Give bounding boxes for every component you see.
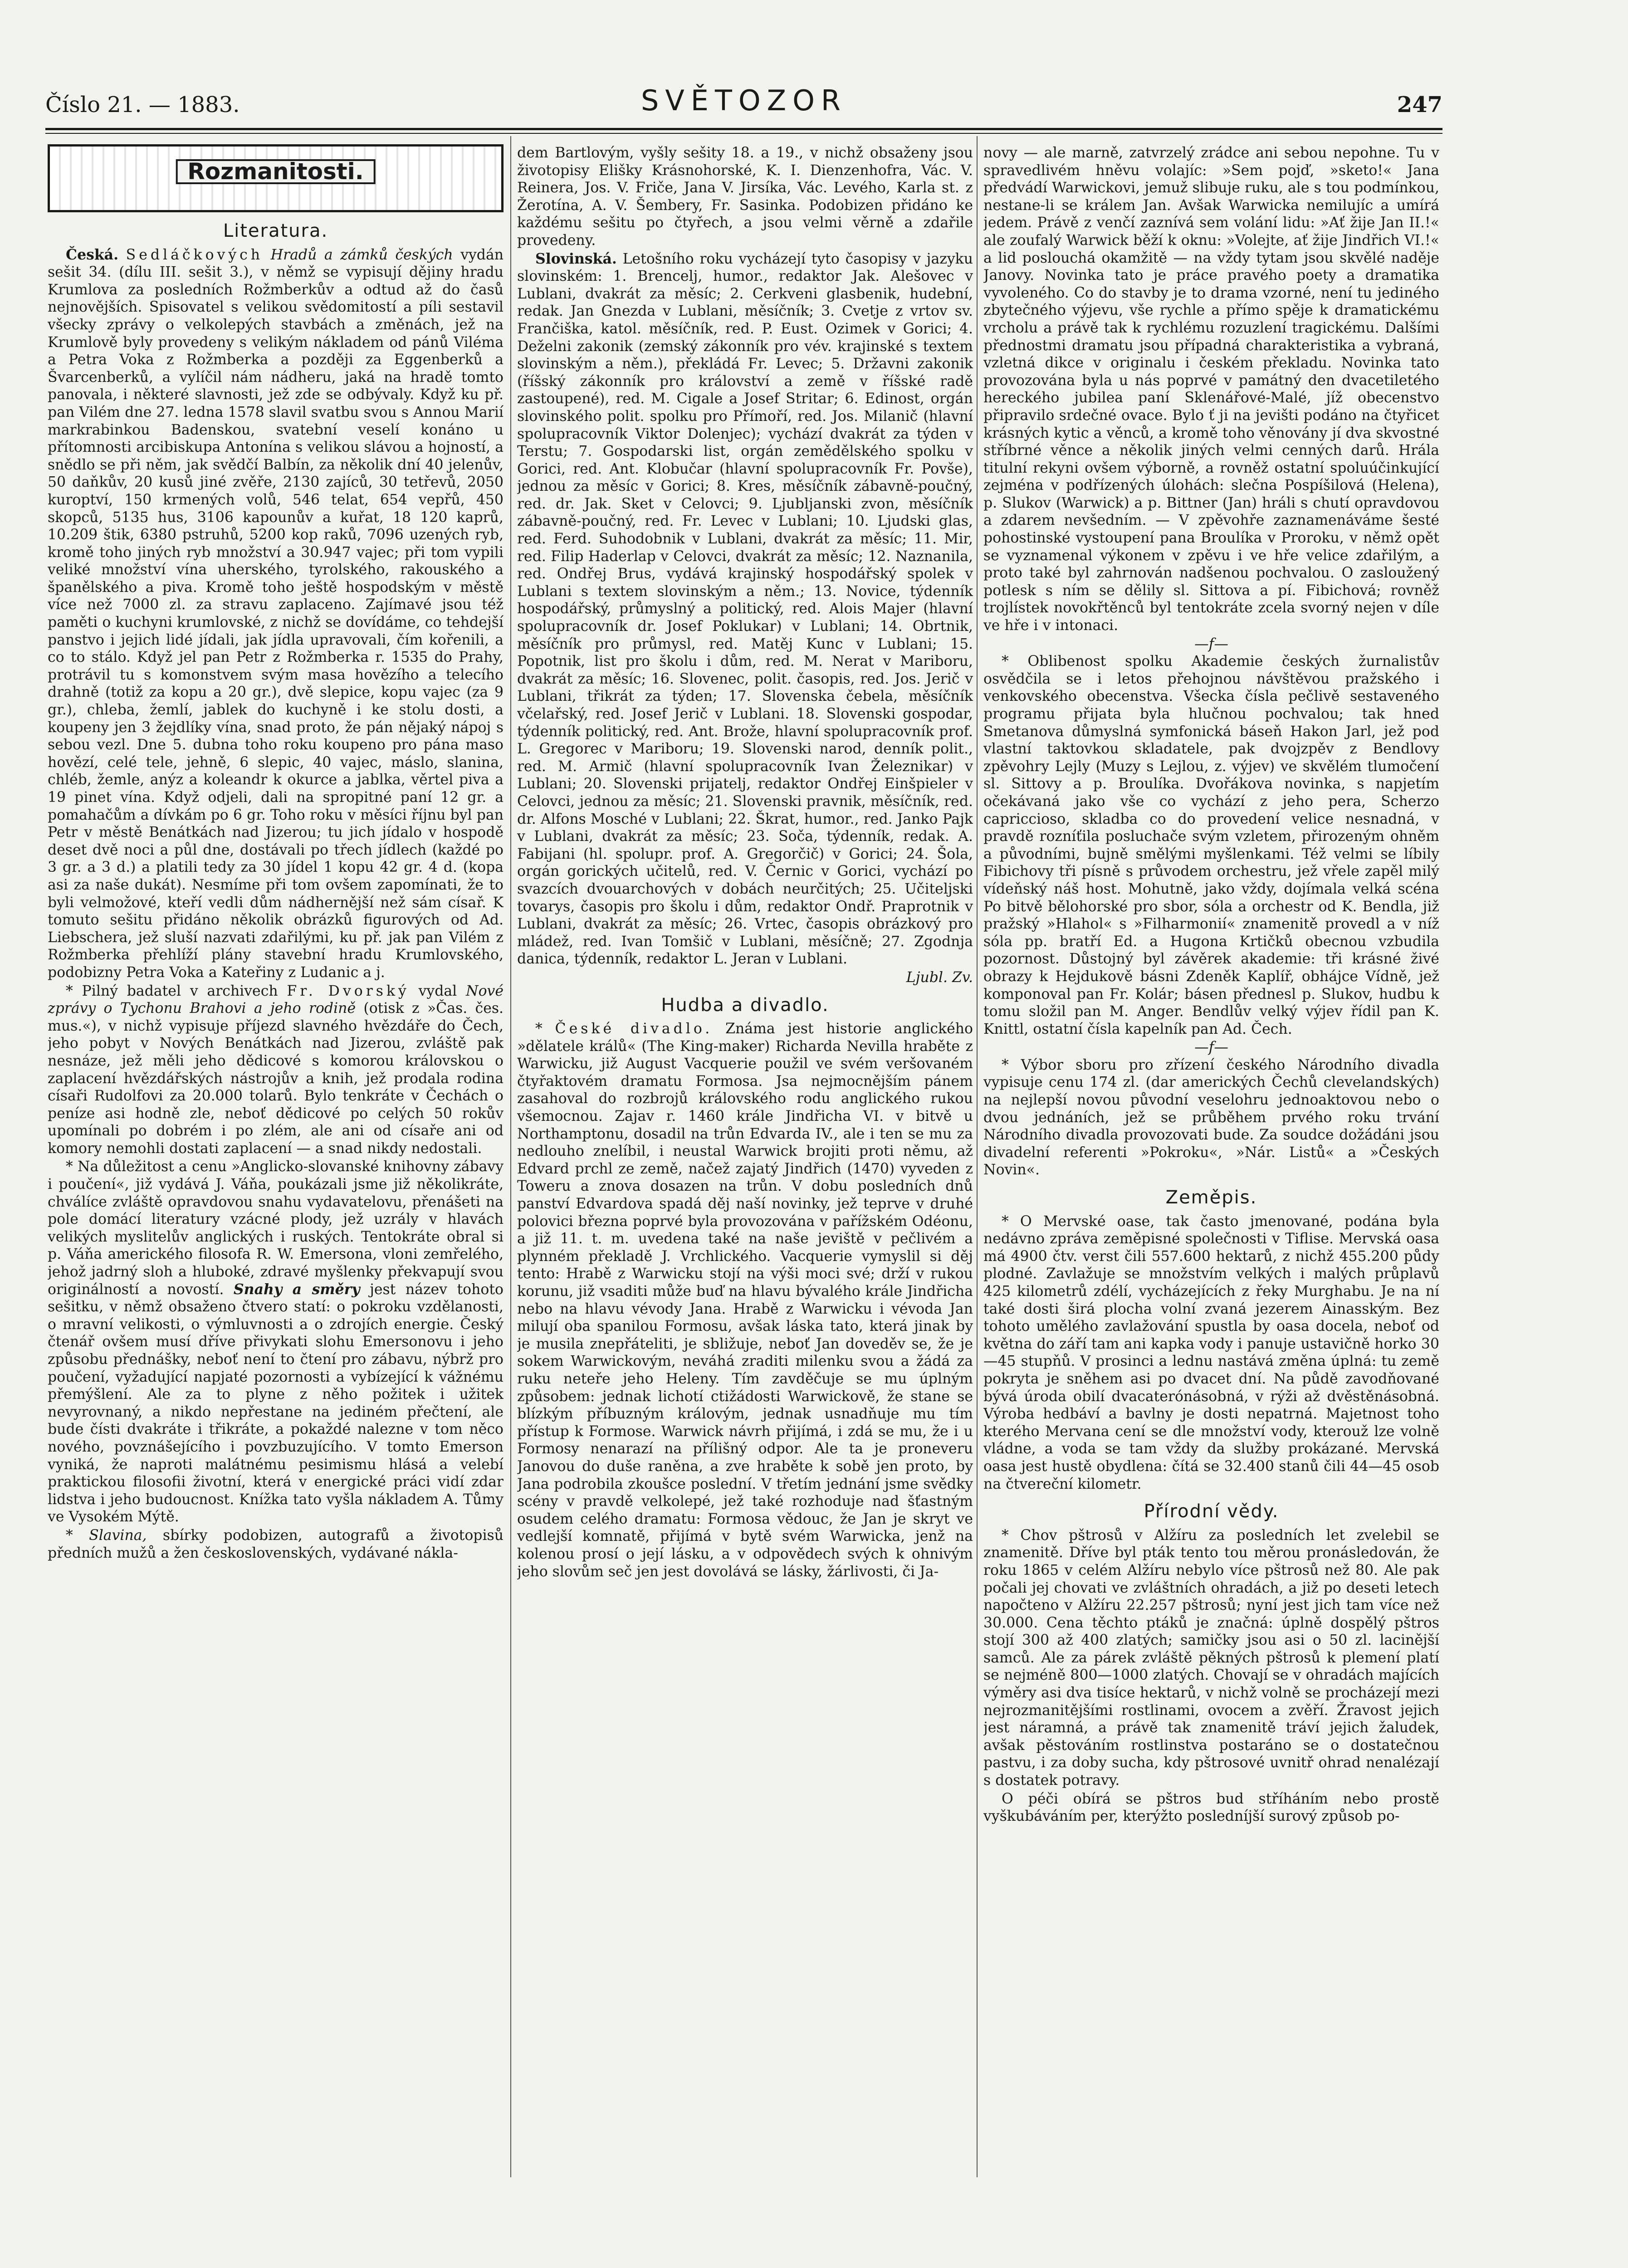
text-fragment: * Pilný badatel v archivech [66, 982, 278, 999]
text-fragment: * [66, 1527, 73, 1544]
heading-prirodni: Přírodní vědy. [1144, 1501, 1279, 1522]
text-fragment: * [535, 1021, 543, 1037]
article-text: (otisk z »Čas. čes. mus.«), v nichž vypisuje příjezd slavného hvězdáře do Čech, jeho pobyt v Nových Benátkách nad Jizerou, zvláště pak nesnáze, jež měli jeho dědicové s komorou královskou o zaplacení hvězdářských nástrojův a knih, jež prodala rodina císaři Rudolfovi za 20.000 tolarů. Bylo tenkráte v Čechách o peníze asi hodně zle, neboť dědicové po celých 50 rokův upomínali po dobrém i po zlém, ale ani od císaře ani od komory nemohli dostati zaplacení — a snad nikdy nedostali. [48, 1000, 504, 1157]
article-slavina-cont: dem Bartlovým, vyšly sešity 18. a 19., v nichž obsaženy jsou životopisy Elišky Krásnohorské, K. I. Dienzenhofra, Vác. V. Reinera, Jos. V. Friče, Jana V. Jirsíka, Vác. Levého, Karla st. z Žerotína, A. V. Šembery, Fr. Sasinka. Podobizen přidáno ke každému sešitu po čtyřech, a jsou velmi věrně a zdařile provedeny. [517, 145, 973, 249]
article-text: sbírky podobizen, autografů a životopisů předních mužů a žen československých, vydávané nákla- [48, 1527, 504, 1561]
article-text: Letošního roku vycházejí tyto časopisy v jazyku slovinském: 1. Brencelj, humor., redaktor Jak. Alešovec v Lublani, dvakrát za měsíc; 2. Cerkveni glasbenik, hudební, redak. Jan Gnezda v Lublani, měsíčník; 3. Cvetje z vrtov sv. Frančiška, katol. měsíčník, red. P. Eust. Ozimek v Gorici; 4. Deželni zakonik (zemský zákonník pro vév. krajinské s textem slovinským a něm.), překládá Fr. Levec; 5. Državni zakonik (říšský zákonník pro království a země v říšské radě zastoupené), red. M. Cigale a Josef Stritar; 6. Edinost, orgán slovinského polit. spolku pro Přímoří, red. Jos. Milanič (hlavní spolupracovník Viktor Dolenjec); vychází dvakrát za týden v Terstu; 7. Gospodarski list, orgán zemědělského spolku v Gorici, red. Ant. Klobučar (hlavní spolupracovník Fr. Povše), jednou za měsíc v Gorici; 8. Kres, měsíčník zábavně-poučný, red. dr. Jak. Sket v Celovci; 9. Ljubljanski zvon, měsíčník zábavně-poučný, red. Fr. Levec v Lublani; 10. Ljudski glas, red. Ferd. Suhodobnik v Lublani, dvakrát za měsíc; 11. Mir, red. Filip Haderlap v Celovci, dvakrát za měsíc; 12. Naznanila, red. Ondřej Brus, vydává krajinský hospodářský spolek v Lublani s textem slovinským a něm.; 13. Novice, týdenník hospodářský, průmyslný a politický, red. Alois Majer (hlavní spolupracovník dr. Josef Poklukar) v Lublani; 14. Obrtnik, měsíčník pro průmysl, red. Matěj Kunc v Lublani; 15. Popotnik, list pro školu i dům, red. M. Nerat v Mariboru, dvakrát za měsíc; 16. Slovenec, polit. časopis, red. Jos. Jerič v Lublani, třikrát za týden; 17. Slovenska čebela, měsíčník včelařský, red. Josef Jerič v Lublani. 18. Slovenski gospodar, týdenník politický, red. Ant. Brože, hlavní spolupracovník prof. L. Gregorec v Mariboru; 19. Slovenski narod, denník polit., red. M. Armič (hlavní spolupracovník Ivan Železnikar) v Lublani; 20. Slovenski prijatelj, redaktor Ondřej Einšpieler v Celovci, jednou za měsíc; 21. Slovenski pravnik, měsíčník, red. dr. Alfons Mosché v Lublani; 22. Škrat, humor., red. Janko Pajk v Lublani, dvakrát za měsíc; 23. Soča, týdenník, redak. A. Fabijani (hl. spolupr. prof. A. Gregorčič) v Gorici; 24. Šola, orgán gorických učitelů, red. V. Černic v Gorici, vychází po svazcích dvouarchových v dobách neurčitých; 25. Učiteljski tovarys, časopis pro školu i dům, redaktor Ondř. Praprotnik v Lublani, dvakrát za měsíc; 26. Vrtec, časopis obrázkový pro mládež, red. Ivan Tomšič v Lublani, měsíčně; 27. Zgodnja danica, týdenník, redaktor L. Jeran v Lublani. [517, 250, 973, 968]
article-text: * Na důležitost a cenu »Anglicko-slovanské knihovny zábavy i poučení«, již vydává J. Váňa, poukázali jsme již několikráte, chválíce zvláště opravdovou snahu vydavatelovu, přenášeti na pole domácí literatury vzácné plody, jež uzrály v hlavách velikých myslitelův anglických i ruských. Tentokráte obral si p. Váňa amerického filosofa R. W. Emersona, vloni zemřelého, jehož jadrný sloh a hluboké, zdravé myšlenky překvapují svou originálností a novostí. [48, 1158, 504, 1298]
heading-zemepis: Zeměpis. [1165, 1187, 1257, 1208]
article-slavina [48, 1527, 504, 1562]
book-title: Nové zprávy o Tychonu Brahovi a jeho rodině [48, 982, 504, 1017]
section-banner [48, 144, 504, 212]
column-3 [983, 144, 1439, 2176]
article-pstrosi-2: O péči obírá se pštros bud stříháním nebo prostě vyškubáváním per, kterýžto posledníjší surový způsob po- [983, 1790, 1439, 1825]
signature: Ljubl. Zv. [906, 969, 973, 986]
book-title: Hradů a zámků českých [270, 246, 453, 263]
article-text: vydán sešit 34. (dílu III. sešit 3.), v němž se vypisují dějiny hradu Krumlova za posledních Rožmberkův a odtud až do časů nejnovějších. Spisovatel s velikou svědomitostí a píli sestavil všecky zprávy o velkolepých stavbách a změnách, jež na Krumlově byly provedeny s velikým nákladem od pánů Viléma a Petra Voka z Rožmberka a později za Eggenberků a Švarcenberků, a vylíčil nám nádheru, jaká na hradě tomto panovala, i některé slavnosti, jež zde se odbývaly. Když ku př. pan Vilém dne 27. ledna 1578 slavil svatbu svou s Annou Marií markrabinkou Badenskou, svatební veselí konáno u přítomnosti arcibiskupa Antonína s velikou slávou a hojností, a snědlo se při něm, jak svědčí Balbín, za několik dní 40 jelenův, 50 daňkův, 20 kusů jiné zvěře, 2130 zajíců, 30 tetřevů, 2050 kuroptví, 150 krmených volů, 546 telat, 654 vepřů, 450 skopců, 5135 hus, 3106 kapounův a kuřat, 18 120 kaprů, 10.209 štik, 6380 pstruhů, 5200 kop raků, 7096 uzených ryb, kromě toho jiných ryb množství a 30.947 vajec; při tom vypili veliké množství vína uherského, tyrolského, rakouského a španělského a piva. Kromě toho ještě hospodským v městě více než 7000 zl. za stravu zaplaceno. Zajímavé jsou též paměti o kuchyni krumlovské, z nichž se dovídáme, co tehdejší panstvo i jejich lidé jídali, jak jídla upravovali, čím kořenili, a co to stálo. Když jel pan Petr z Rožmberka r. 1535 do Prahy, protrávil tu s komonstvem svým masa hovězího a telecího drahně (totiž za kopu a 20 gr.), dvě slepice, kopu vajec (za 9 gr.), chleba, žemlí, jablek do kuchyně i ke stolu dosti, a koupeny jen 3 žejdlíky vína, snad proto, že pán nějaký nápoj s sebou vezl. Dne 5. dubna toho roku koupeno pro pána maso hovězí, celé tele, jehně, 6 slepic, 40 vajec, máslo, slanina, chléb, žemle, anýz a koleandr k okurce a jablka, věrtel piva a 19 pinet vína. Když odjeli, dali na spropitné paní 12 gr. a pomahačům a dívkám po 6 gr. Toho roku v měsíci říjnu byl pan Petr v městě Benátkách nad Jizerou; tu jich jídalo v hospodě deset dvě noci a půl dne, dostávali po třech jídlech (každé po 3 gr. a 3 d.) a platili tedy za 30 jídel 1 kopu 42 gr. 4 d. (kopa asi za naše dukát). Nesmíme při tom ovšem zapomínati, že to byli velmožové, kteří vedli dům nádhernější než sám císař. K tomuto sešitu přidáno několik obrázků figurových od Ad. Liebschera, jež sluší nazvati zdařilými, ku př. jak pan Vilém z Rožmberka přehlíží plány stavební hradu Krumlovského, podobizny Petra Voka a Kateřiny z Ludanic a j. [48, 246, 504, 981]
article-pstrosi: * Chov pštrosů v Alžíru za posledních let zvelebil se znamenitě. Dříve byl pták tento tou měrou pronásledován, že roku 1865 v celém Alžíru nebylo více pštrosů než 80. Ale pak počali jej chovati ve zvláštních ohradách, a již po deseti letech napočteno v Alžíru 22.257 pštrosů; nyní jest jich tam více než 30.000. Cena těchto ptáků je značná: úplně dospělý pštros stojí 300 až 400 zlatých; samičky jsou asi o 50 zl. lacinější samců. Ale za párek zvláště pěkných pštrosů k plemení platí se nejméně 800—1000 zlatých. Chovají se v ohradách majících výměry asi dva tisíce hektarů, v nichž volně se procházejí mezi nejrozmanitějšími rostlinami, ovocem a zvěří. Žravost jejich jest náramná, a právě tak znamenitě tráví jejich žaludek, avšak pěstováním rostlinstva postaráno se o dostatečnou pastvu, i za doby sucha, kdy pštrosové uvnitř ohrad nenalézají s dostatek potravy. [983, 1527, 1439, 1789]
article-text: Známa jest historie anglického »dělatele králů« (The King-maker) Richarda Nevilla hraběte z Warwicku, již August Vacquerie použil ve svém veršovaném čtyřaktovém dramatu Formosa. Jsa nejmocnějším pánem zasahoval do rozbrojů královského rodu anglického rukou všemocnou. Zajav r. 1460 krále Jindřicha VI. v bitvě u Northamptonu, dosadil na trůn Edvarda IV., ale i ten se mu za nedlouho znelíbil, i neustal Warwick brojiti proti němu, až Edvard prchl ze země, načež zajatý Jindřich (1470) vyveden z Toweru a znova dosazen na trůn. V dobu posledních dnů panství Edvardova spadá děj naší novinky, jež teprve v druhé polovici března poprvé byla provozována v pařížském Odéonu, a již 11. t. m. uvedena také na naše jeviště v pečlivém a plynném překladě J. Vrchlického. Vacquerie vymyslil si děj tento: Hrabě z Warwicku stojí na výši moci své; drží v rukou korunu, již vsaditi může buď na hlavu bývalého krále Jindřicha nebo na hlavu vévody Jana. Hrabě z Warwicku i vévoda Jan milují oba spanilou Formosu, avšak láska tato, která jinak by je musila znepřáteliti, je sbližuje, neboť Jan doveděv se, že je sokem Warwickovým, neváhá zraditi milenku svou a žádá za ruku neteře jeho Heleny. Tím zavděčuje se mu úplným způsobem: jednak lichotí ctižádosti Warwickově, že stane se blízkým příbuzným královým, jednak usnadňuje mu tím přístup k Formose. Warwick návrh přijímá, i zdá se mu, že i u Formosy nenarazí na přílišný odpor. Ale ta je proneveru Janovou do duše raněna, a zve hraběte k sobě jen proto, by Jana podrobila zkoušce poslední. V třetím jednání jsme svědky scény v pravdě velkolepé, jež také rozhoduje nad šťastným osudem celého dramatu: Formosa vědouc, že Jan je skryt ve vedlejší komnatě, přijímá v bytě svém Warwicka, jenž na kolenou prosí o její lásku, a v odpovědech svých k ohnivým jeho slovům seč jen jest dovolává se lásky, žárlivosti, či Ja- [517, 1021, 973, 1580]
article-akademie: * Oblibenost spolku Akademie českých žurnalistův osvědčila se i letos přehojnou návštěvou pražského i venkovského obecenstva. Všecka čísla pečlivě sestaveného programu přijata byla hlučnou pochvalou; tak hned Smetanova důmyslná symfonická báseň Hakon Jarl, jež pod vlastní taktovkou skladatele, pak dvojzpěv z Bendlovy zpěvohry Lejly (Muzy s Lejlou, z. výjev) ve skvělém tlumočení sl. Sittovy a p. Broulíka. Dvořákova novinka, s napjetím očekávaná jako vše co vychází z jeho pera, Scherzo capriccioso, skladba co do provedení velice nesnadná, v pravdě rozníťila posluchače svým vzletem, přirozeným ohněm a původními, bujně smělými myšlenkami. Též velmi se líbily Fibichovy tři písně s průvodem orchestru, jež vřele zapěl milý vídeňský náš host. Mohutně, jako vždy, dojímala velká scéna Po bitvě bělohorské pro sbor, sóla a orchestr od K. Bendla, již pražský »Hlahol« s »Filharmonií« znamenitě provedl a v níž sóla pp. bratří Ed. a Hugona Krtičků obecnou vzbudila pozornost. Důstojný byl závěrek akademie: tři krásné živé obrazy k Hejdukově básni Zdeněk Kaplíř, obhájce Vídně, jež komponoval pan Fr. Kolár; básen přednesl p. Slukov, hudbu k tomu složil pan M. Anger. Bendlův velký výjev řídil pan K. Knittl, ostatní čísla kapelník pan Ad. Čech. [983, 653, 1439, 1037]
column-separator-2 [977, 136, 978, 2177]
heading-literatura: Literatura. [223, 220, 328, 241]
journal-title: SVĚTOZOR [641, 84, 847, 117]
column-1 [48, 144, 504, 2176]
column-separator-1 [510, 136, 511, 2177]
article-emerson [48, 1158, 504, 1525]
book-title: Snahy a směry [233, 1281, 360, 1298]
signature: —f— [1194, 1039, 1228, 1056]
banner-title: Rozmanitosti. [176, 159, 376, 184]
column-2 [517, 144, 973, 2176]
header-rule-thick [45, 128, 1442, 130]
issue-number: Číslo 21. — 1883. [45, 92, 240, 117]
book-title: Slavina, [89, 1527, 147, 1544]
article-ceske-divadlo [517, 1020, 973, 1580]
spaced-name: České divadlo. [555, 1021, 713, 1037]
lead-slovinska: Slovinská. [535, 250, 617, 267]
article-vybor: * Výbor sboru pro zřízení českého Národního divadla vypisuje cenu 174 zl. (dar amerických Čechů clevelandských) na nejlepší novou původní veselohru jednoaktovou nebo o dvou jednáních, jež se průběhem prvého roku trvání Národního divadla provozovati bude. Za soudce dožádáni jsou divadelní referenti »Pokroku«, »Nár. Listů« a »Českých Novin«. [983, 1056, 1439, 1178]
article-dvorsky [48, 982, 504, 1158]
lead-ceska: Česká. [66, 246, 119, 263]
heading-hudba: Hudba a divadlo. [661, 994, 829, 1016]
article-formosa-cont: novy — ale marně, zatvrzelý zrádce ani sebou nepohne. Tu v spravedlivém hněvu volajíc: »Sem pojď, »sketo!« Jana předvádí Warwickovi, jemuž slibuje ruku, ale s tou podmínkou, nestane-li se králem Jan. Avšak Warwicka nemilujíc a umírá jedem. Právě z venčí zaznívá sem volání lidu: »Ať žije Jan II.!« ale zoufalý Warwick běží k oknu: »Volejte, ať žije Jindřich VI.!« a lid poslouchá okamžitě — na vždy tytam jsou skvělé naděje Janovy. Novinka tato je práce pravého poety a dramatika vyvoleného. Co do stavby je to drama vzorné, není tu jediného zbytečného výjevu, vše rychle a přímo spěje k dramatickému vrcholu a právě tak k rychlému rozuzlení tragickému. Dalšími přednostmi dramatu jsou případná charakteristika a vybraná, vzletná dikce v originalu i českém překladu. Novinka tato provozována byla u nás poprvé v památný den dvacetiletého hereckého jubilea paní Sklenářové-Malé, jíž obecenstvo připravilo srdečné ovace. Bylo ť ji na jevišti podáno na čtyřicet krásných kytic a věnců, a kromě toho věnovány jí dva skvostné stříbrné věnce a několik jiných velmi cenných darů. Hrála titulní rekyni ovšem výborně, a rovněž ostatní spoluúčinkující zejména v podřízených úlohách: slečna Pospíšilová (Helena), p. Slukov (Warwick) a p. Bittner (Jan) hráli s chutí opravdovou a zdarem nevšedním. — V zpěvohře zaznamenáváme šesté pohostinské vystoupení pana Broulíka v Proroku, v němž opět se vyznamenal výkonem v zpěvu i ve hře velice zdařilým, a proto také byl zahrnován nadšenou pochvalou. O zasloužený potlesk s ním se dělily sl. Sittova a pí. Fibichová; rovněž trojlístek novokřtěnců byl tentokráte zcela svorný nejen v díle ve hře i v intonaci. [983, 145, 1439, 634]
article-slovinska [517, 250, 973, 968]
page-number: 247 [1397, 92, 1442, 117]
text-fragment: vydal [418, 982, 457, 999]
article-ceska [48, 246, 504, 982]
article-merv: * O Mervské oase, tak často jmenované, podána byla nedávno zpráva zeměpisné společnosti v Tiflise. Mervská oasa má 4900 čtv. verst čili 557.600 hektarů, z nichž 455.200 půdy plodné. Zavlažuje se množstvím velkých i malých průplavů 425 kilometrů zdélí, vycházejících z řeky Murghabu. Je na ní také dosti širá plocha volní zvaná jezerem Ainasským. Bez tohoto umělého zavlažování spustla by oasa docela, neboť od května do září tam ani kapka vody i panuje ustavičně horko 30—45 stupňů. V prosinci a lednu nastává změna úplná: tu země pokryta je sněhem asi po dvacet dní. Na půdě zavodňované bývá úroda obilí dvacaterónásobná, v rýži až dvěstěnásobná. Výroba hedbáví a bavlny je dosti nepatrná. Majetnost toho kterého Mervana cení se dle množství vody, kterouž lze volně vládne, a voda se tam vždy da služby prokázané. Mervská oasa jest hustě obydlena: čítá se 32.400 stanů čili 44—45 osob na čtvereční kilometr. [983, 1213, 1439, 1492]
page-header [45, 84, 1442, 125]
spaced-name: Sedláčkových [126, 246, 264, 263]
header-rule-thin [45, 133, 1442, 134]
signature: —f— [1194, 635, 1228, 652]
spaced-name: Fr. Dvorský [287, 982, 410, 999]
article-text: jest název tohoto sešitku, v němž obsaženo čtvero statí: o pokroku vzdělanosti, o mravní velikosti, o výmluvnosti a o zdrojích energie. Český čtenář ovšem musí dříve přivykati slohu Emersonovu i jeho způsobu přednášky, neboť není to čtení pro zábavu, nýbrž pro poučení, vyžadující napjaté pozornosti a vybízející k vážnému přemýšlení. Ale za to plyne z něho požitek i užitek nevyrovnaný, a nikdo nepřestane na jediném přečtení, ale bude čísti dvakráte i třikráte, a pokaždé nalezne v tom něco nového, povznášejícího i povzbuzujícího. V tomto Emerson vyniká, že naproti malátnému pesimismu hlásá a velebí praktickou filosofii životní, která v energické práci vidí zdar lidstva i jeho budoucnost. Knížka tato vyšla nákladem A. Tůmy ve Vysokém Mýtě. [48, 1281, 504, 1525]
